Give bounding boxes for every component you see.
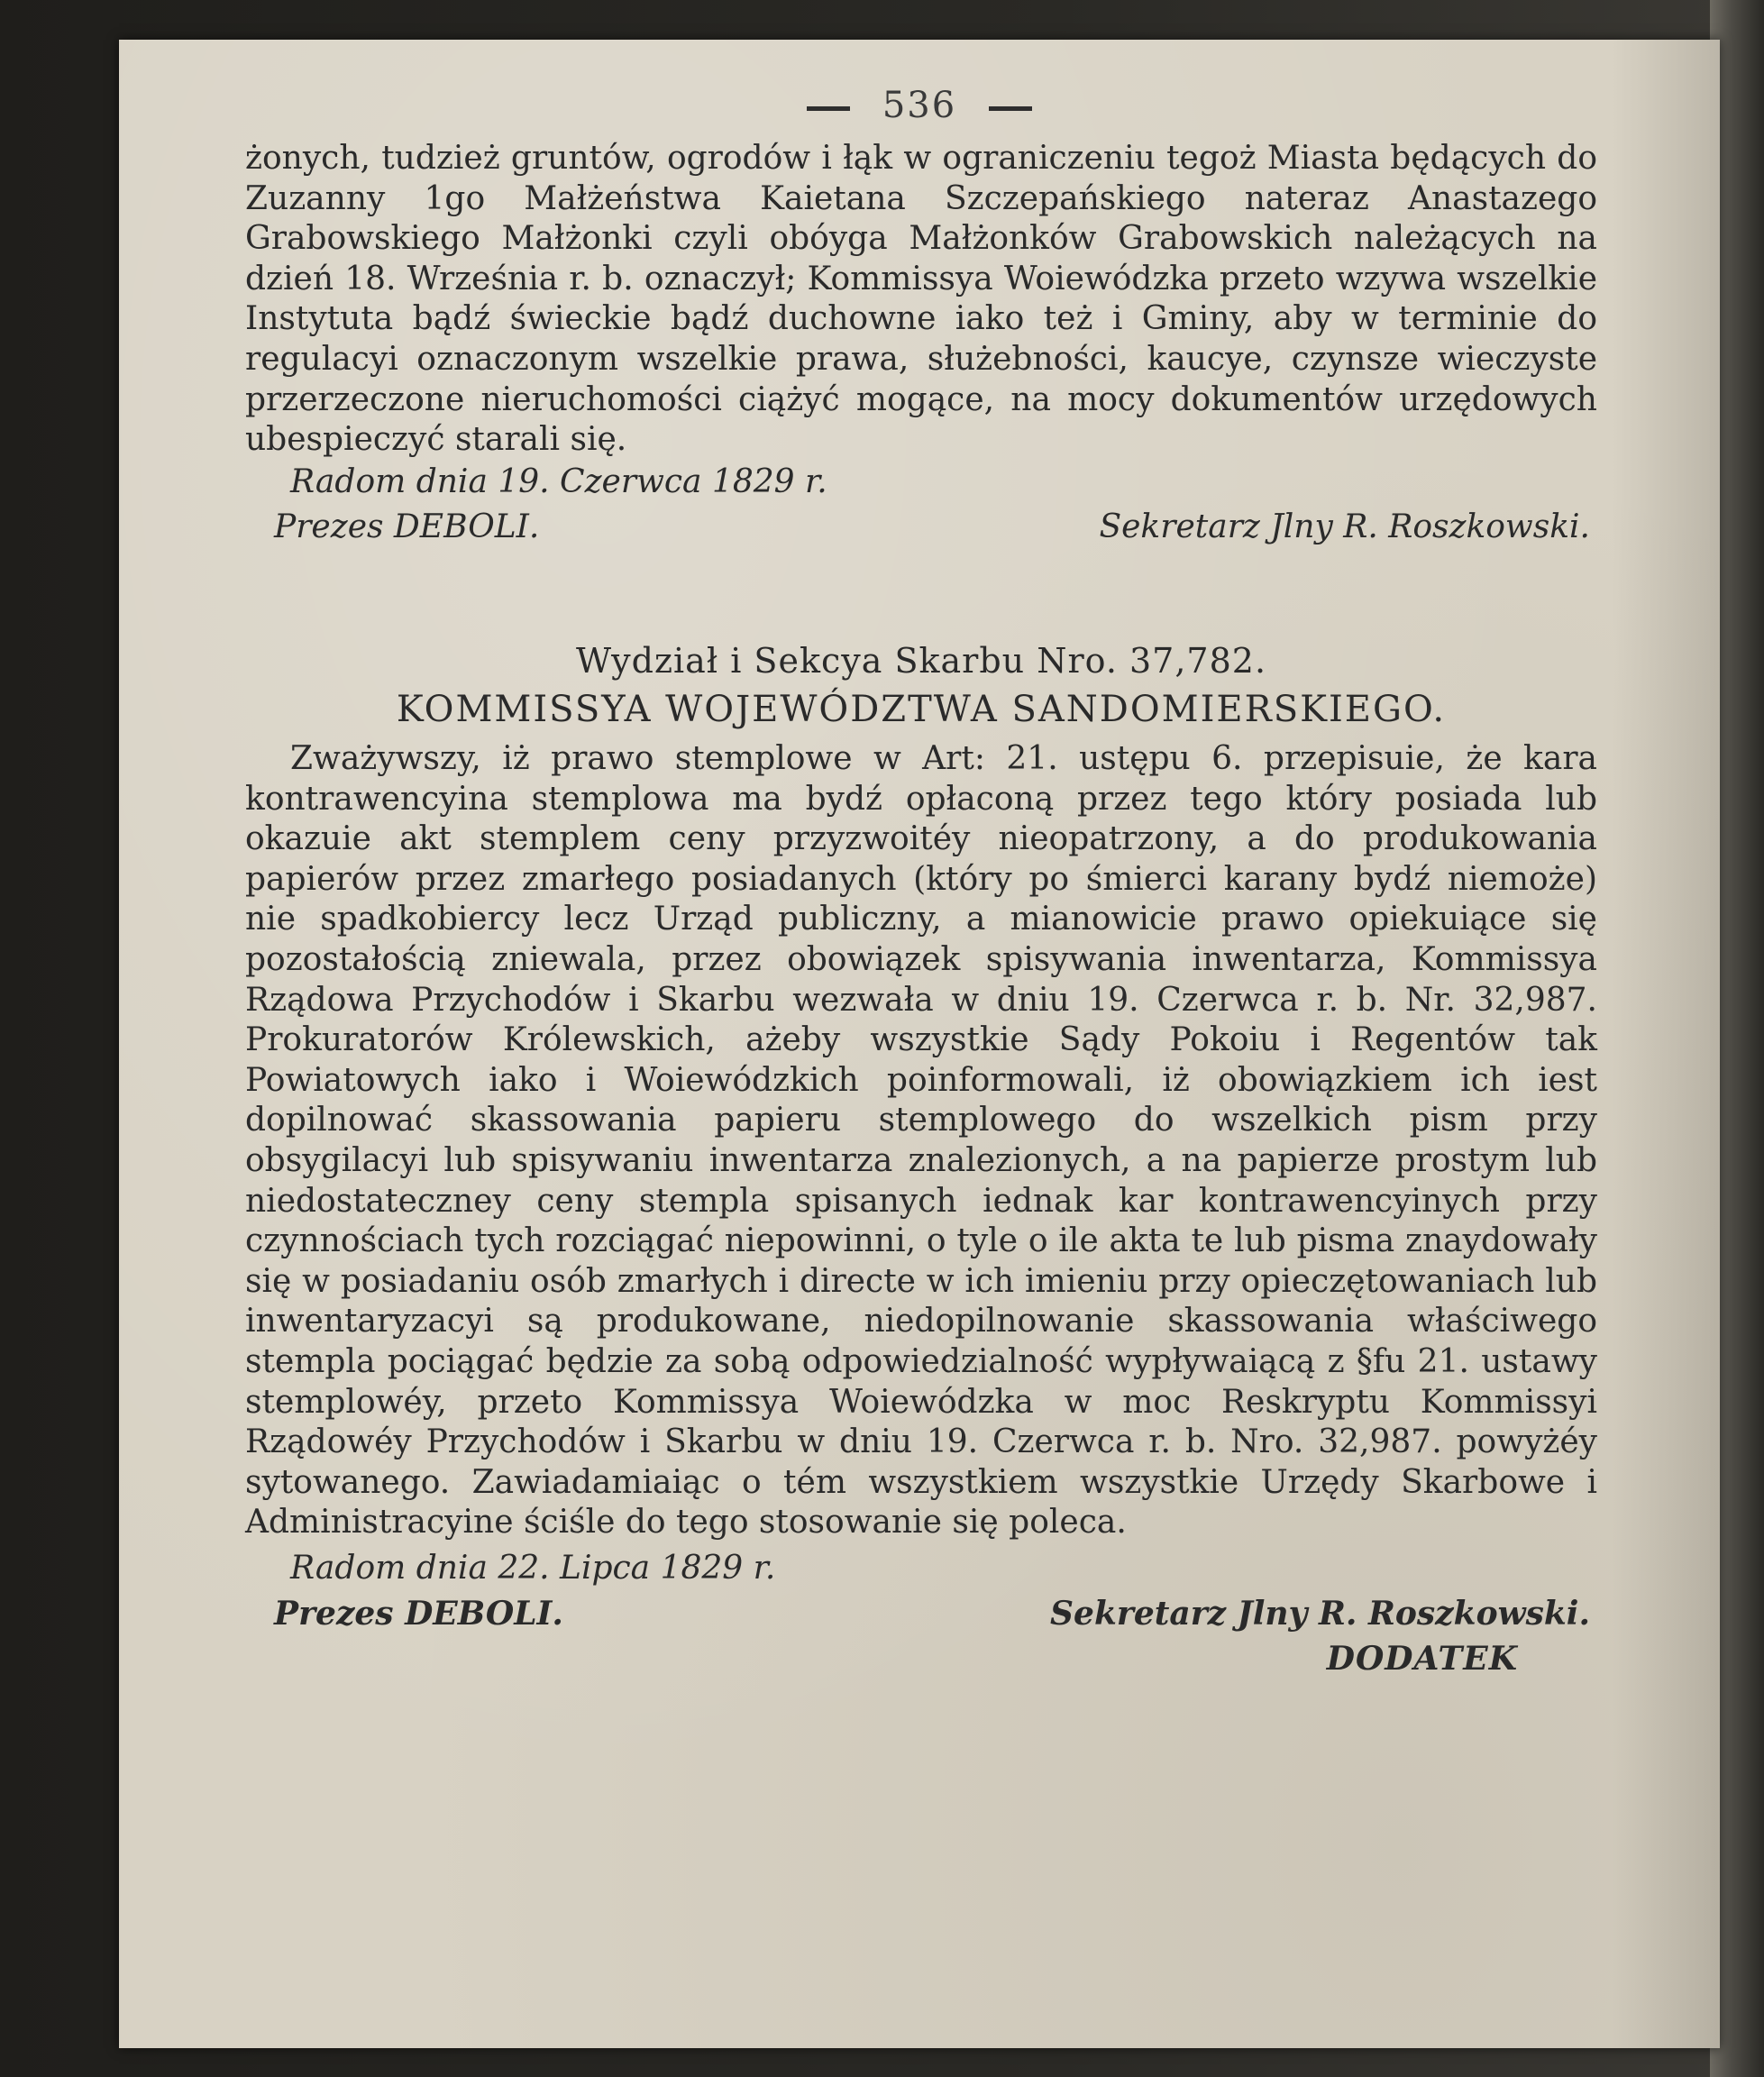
section-1-signatures — [245, 504, 1597, 551]
section-1-paragraph: żonych, tudzież gruntów, ogrodów i łąk w ograniczeniu tegoż Miasta będących do Zuzanny 1go Małżeństwa Kaietana Szczepańskiego nateraz Anastazego Grabowskiego Małżonki czyli obóyga Małżonków Grabowskich należących na dzień 18. Września r. b. oznaczył; Kommissya Woiewódzka przeto wzywa wszelkie Instytuta bądź świeckie bądź duchowne iako też i Gminy, aby w terminie do regulacyi oznaczonym wszelkie prawa, służebności, kaucye, czynsze wieczyste przerzeczone nieruchomości ciążyć mogące, na mocy dokumentów urzędowych ubespieczyć starali się. — [245, 140, 1597, 459]
section-1-secretary: Sekretarz Jlny R. Roszkowski. — [1099, 508, 1590, 545]
section-2-secretary: Sekretarz Jlny R. Roszkowski. — [1050, 1594, 1590, 1633]
section-2-title: KOMMISSYA WOJEWÓDZTWA SANDOMIERSKIEGO. — [396, 689, 1447, 730]
section-1-date: Radom dnia 19. Czerwca 1829 r. — [290, 462, 827, 500]
section-2 — [245, 636, 1597, 1680]
catchword: DODATEK — [1326, 1639, 1518, 1678]
section-2-paragraph: Zważywszy, iż prawo stemplowe w Art: 21. ustępu 6. przepisuie, że kara kontrawencyina stemplowa ma bydź opłaconą przez tego który posiada lub okazuie akt stemplem ceny przyzwoitéy nieopatrzony, a do produkowania papierów przez zmarłego posiadanych (który po śmierci karany bydź niemoże) nie spadkobiercy lecz Urząd publiczny, a mianowicie prawo opiekuiące się pozostałością zniewala, przez obowiązek spisywania inwentarza, Kommissya Rządowa Przychodów i Skarbu wezwała w dniu 19. Czerwca r. b. Nr. 32,987. Prokuratorów Królewskich, ażeby wszystkie Sądy Pokoiu i Regentów tak Powiatowych iako i Woiewódzkich poinformowali, iż obowiązkiem ich iest dopilnować skassowania papieru stemplowego do wszelkich pism przy obsygilacyi lub spisywaniu inwentarza znalezionych, a na papierze prostym lub niedostateczney ceny stempla spisanych iednak kar kontrawencyinych przy czynnościach tych rozciągać niepowinni, o tyle o ile akta te lub pisma znaydowały się w posiadaniu osób zmarłych i directe w ich imieniu przy opieczętowaniach lub inwentaryzacyi są produkowane, niedopilnowanie skassowania właściwego stempla pociągać będzie za sobą odpowiedzialność wypływaiącą z §fu 21. ustawy stemplowéy, przeto Kommissya Woiewódzka w moc Reskryptu Kommissyi Rządowéy Przychodów i Skarbu w dniu 19. Czerwca r. b. Nro. 32,987. powyżéy sytowanego. Zawiadamiaiąc o tém wszystkiem wszystkie Urzędy Skarbowe i Administracyine ściśle do tego stosowanie się poleca. — [245, 740, 1597, 1542]
header-dash-right — [989, 106, 1032, 111]
page-shadow — [1612, 40, 1720, 2048]
page-header — [119, 85, 1720, 139]
section-2-signatures — [245, 1590, 1597, 1637]
section-2-heading: Wydział i Sekcya Skarbu Nro. 37,782. — [575, 641, 1267, 681]
section-1 — [245, 139, 1597, 551]
section-1-president: Prezes DEBOLI. — [274, 508, 540, 545]
document-page — [119, 40, 1720, 2048]
section-2-president: Prezes DEBOLI. — [274, 1594, 563, 1633]
page-number: 536 — [882, 85, 957, 126]
header-dash-left — [807, 106, 850, 111]
section-2-date: Radom dnia 22. Lipca 1829 r. — [290, 1549, 776, 1587]
